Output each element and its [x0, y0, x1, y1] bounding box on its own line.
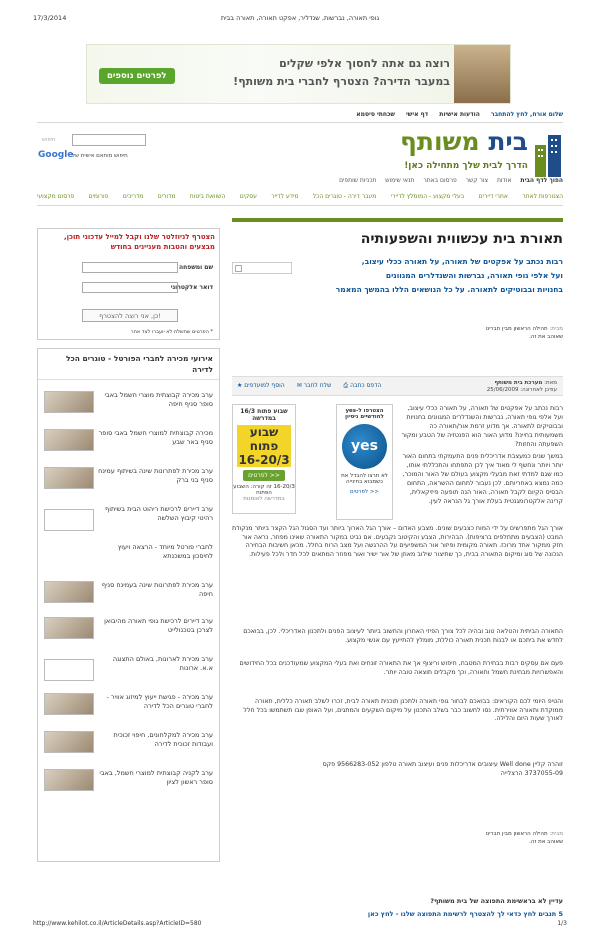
- nav-item[interactable]: השוואת ביטוח: [189, 193, 226, 200]
- print-date: 17/3/2014: [33, 14, 67, 22]
- google-label: חיפוש מותאם אישית של: [72, 153, 128, 159]
- yes-ad[interactable]: הצטרפו ל-yes לחודשיים ניסיון yes לא תרצו להבדל את כשמבוא בחינייה לפרטים >>: [336, 404, 393, 520]
- nav-item[interactable]: עסקים: [239, 193, 257, 200]
- homepage-link[interactable]: הפוך לדף הבית: [520, 177, 563, 184]
- author-block: מבית: תהילה הראשון מבין חברינו שאוהב את זה.: [485, 326, 563, 340]
- nav-item[interactable]: מדורים: [157, 193, 176, 200]
- event-item[interactable]: ערב מכירה קבוצתית מוצרי חשמל באבי סופר סניף חיפה: [104, 391, 213, 408]
- author-block-bottom: מבית: תהילה הראשון מבין חברינו שאוהב את זה.: [485, 831, 563, 845]
- about-link[interactable]: אודות: [496, 177, 512, 184]
- privacy-note: * הפרטים שתשלח לא יועברו לצד אחר: [130, 329, 213, 335]
- email-input[interactable]: [82, 282, 178, 293]
- site-logo[interactable]: [390, 127, 563, 182]
- newsletter-form: [37, 228, 220, 340]
- banner-line2: במעבר הדירה? הצטרף לחברי בית משותף!: [233, 75, 450, 88]
- login-link[interactable]: שלום אורח, לחץ להתחבר: [490, 111, 563, 118]
- nav-item[interactable]: בעלי מקצוע - המומלץ לדיירי: [390, 193, 465, 200]
- event-item[interactable]: ערב לקניה קבוצתית למוצרי חשמל, באבי סופר ראשון לציון: [99, 769, 213, 786]
- partners-link[interactable]: תכניות שותפים: [339, 177, 377, 184]
- divider: [37, 122, 563, 123]
- article-para: התאורה הביתית והטלאה טוב ובהיה לכל צורך הפיזי האחרון והחשוב ביותר לעיצוב הפנים ולתכנון האדריכלי. לכן, בבואכם לחדש את ביתכם או לבנות תכנית תאורה כוללת, מומלץ להתייעץ עם אנשי מקצוע.: [243, 628, 563, 644]
- event-item[interactable]: לחברי פורטל מיוחד - הרצאה ויעוץ לחיסכון במשכנתא: [117, 543, 213, 560]
- newsletter-cta-title: עדיין לא בראשימת התפוצה של בית משותף?: [430, 897, 563, 905]
- print-header: [0, 14, 600, 24]
- join-button[interactable]: כן, אני רוצה להצטרף!: [82, 309, 178, 322]
- article-signature: זוהרה קליין Well done עיצובים אדריכלות פנים ועיצוב תאורה טלפון 9566283-052 פקס 3737055-09 הרצלייה: [322, 761, 563, 777]
- article-lead: רבות נכתב על אפקטים של תאורה, על תאורה ככלי עיצוב, ועל אלפי גופי תאורה, נברשות והשנדלרים המגוונים בחנויות ובבוטיקים לתאורה. אך מדוע זרמת אור/תאורה כה משמעותית בחיינו? מדוע האור הוא הפנטזיה של הטבע ומקור השפעתה והחזות?: [401, 405, 563, 448]
- send-friend-button[interactable]: ✉ שלח לחבר: [296, 382, 332, 389]
- open-week-button[interactable]: לפרטים >>: [243, 470, 285, 481]
- banner-line1: רוצה גם אתה לחסוך אלפי שקלים: [279, 57, 450, 70]
- newsletter-header: הצטרף לניוזלטר שלנו וקבל למייל עדכוני תוכן, מבצעים והטבות מעניינים בחודש: [64, 233, 215, 251]
- article-intro: רבות נכתב על אפקטים של תאורה, על תאורה ככלי עיצוב, ועל אלפי גופי תאורה, נברשות והשנדלרים המגוונים בחנויות ובבוטיקים לתאורה. על כל הנושאים הללו בהמשך המאמר: [335, 257, 563, 294]
- event-thumb: [44, 581, 94, 603]
- name-input[interactable]: [82, 262, 178, 273]
- article-para: במשך שנים כמעצבת אדריכלית פנים התעמקתי בתחום האור יותר ויותר ונחשף לי מאוד איך לכן התפתחו והתכללתי אותו, כמו שגם למדתי זאת מבעלי מקצוע בעולם של האור והמוכר, כמה נמצא באחריותם. לכן נעבור לתחום ההשראה, התחום הבסיס הקיום לקבל תאורה, האור הנה תופעה פיזיקאלית, קרינה אלקטרומגנטית בעלת אורך גל הנראה לעין.: [402, 453, 563, 505]
- print-button[interactable]: ⎙ הדפס כתבה: [343, 382, 382, 389]
- title-bar: [232, 218, 563, 222]
- event-item[interactable]: ערב דיירים לרכישת ריהוט הבית בשיתוף רהיטי קיבוץ השלשה: [105, 505, 213, 522]
- personal-page-link[interactable]: דף אישי: [406, 111, 429, 118]
- name-label: שם ומשפחה: [179, 264, 213, 271]
- broken-image-icon: [44, 509, 94, 531]
- search-input[interactable]: [72, 134, 146, 146]
- add-favorites-button[interactable]: ★ הוסף למועדפים: [237, 382, 285, 389]
- events-panel: [37, 348, 220, 862]
- event-thumb: [44, 769, 94, 791]
- event-thumb: [44, 391, 94, 413]
- open-week-ad[interactable]: 16/3 שבוע פתוח במדרשה שבוע פתוח 16-20/3 לפרטים >> 16-20/3 זה קורה: השבוע הפתוח במדרשה לאומנות: [232, 404, 296, 514]
- google-logo: Google: [38, 150, 74, 160]
- event-item[interactable]: ערב דיירים לרכישת גופי תאורה מהיבואן לצרכן בטכנולייט: [104, 617, 213, 634]
- logo-word: בית משותף: [400, 127, 528, 156]
- article-para: אורך הגל מתפרשים על ידי המוח כצבעים שונים. מצבע האדום – אורך הגל הארוך ביותר ועד הסגול הגל הקצר ביותר מנקודת המבט (הצבעים מתחלפים ברציפות). הבהירות, הצבע והקיטוב נקבעים. אם נביט במקור התאורה שאינו מפוזר, נראה אור חזק ממקור אחד מרוכז. תאורה מקומית ופיזור אור המשפיעים על ההרגשה ועל מצב הרוח בחלל. מכאן חשיבות הבחירה הנכונה של סוג ומיקום התאורה בבית, כך שתיצור שילוב מאוזן של אור ישיר ואור מפוזר המתאים לכל חדר ולכל פעילות.: [232, 525, 563, 558]
- broken-image-icon: [232, 262, 292, 274]
- article-meta: מאת: מערכת בית משותף עודכן לאחרונה: 25/06/2009: [486, 380, 557, 393]
- yes-logo: yes: [342, 424, 387, 469]
- nav-item[interactable]: מידע לדייר: [271, 193, 299, 200]
- event-item[interactable]: ערב מכירת לפתרונות שינה בעמינח סניף חיפה: [101, 581, 213, 598]
- event-thumb: [44, 467, 94, 489]
- event-item[interactable]: ערב מכירה למקלחונים, חיפוי זכוכית ועבודות זכוכית לדירה: [113, 731, 213, 748]
- forgot-password-link[interactable]: שכחתי סיסמא: [356, 111, 395, 118]
- author-name[interactable]: תהילה הראשון מבין חברינו: [485, 326, 548, 332]
- page-url: http://www.kehilot.co.il/ArticleDetails.asp?ArticleID=580: [33, 920, 202, 927]
- banner-photo: [454, 45, 510, 103]
- author-name[interactable]: תהילה הראשון מבין חברינו: [485, 831, 548, 837]
- article-para: והטיפ היומי לכם הקוראים: בבואכם לבחור גופי תאורה ולתכנן תוכנית תאורה לבית, זכרו לשלב תאורה כללית, תאורה ממוקדת ותאורה אווירתית. נסו לחשוב כבר בשלב התכנון על מיקום השקעים והמתגים, ועל האופן שבו תשתמשו בכל חלל לאורך שעות היום והלילה.: [243, 698, 563, 723]
- article-toolbar: [232, 376, 563, 396]
- nav-item[interactable]: מדריכים: [122, 193, 144, 200]
- email-label: דואר אלקטרוני: [170, 284, 213, 291]
- search-button[interactable]: חיפוש: [42, 137, 56, 143]
- events-header: אירועי מכירה לחברי הפורטל - טוגרים הכל לדירה: [38, 349, 219, 380]
- banner-more-button[interactable]: לפרטים נוספים: [99, 68, 175, 84]
- nav-item[interactable]: הצטרפות לאתר: [522, 193, 563, 200]
- contact-link[interactable]: צור קשר: [465, 177, 489, 184]
- broken-image-icon: [44, 659, 94, 681]
- top-banner-ad[interactable]: [86, 44, 511, 104]
- nav-item[interactable]: פרסום מקצועי: [37, 193, 75, 200]
- logo-slogan: הדרך לבית שלך מתחילה כאן!: [404, 161, 528, 171]
- nav-item[interactable]: פורומים: [88, 193, 109, 200]
- newsletter-cta-link[interactable]: 5 תנבים לחץ כדאי לך להצטרף לרשימת התפוצה שלנו - לחץ כאן: [367, 910, 563, 918]
- event-thumb: [44, 693, 94, 715]
- event-thumb: [44, 731, 94, 753]
- article-para: פעם אם עסקים רבות בבחירת המטבח, חיפוש וריצוף אך את התאורה זונחים ואת בעלי המקצוע שמעודכנים בכל החידושים והאפשרויות מבחינת חשמל ותאורה, וכך מקבלים תוצאה טובה יותר.: [239, 660, 563, 676]
- yes-link[interactable]: לפרטים >>: [349, 489, 380, 495]
- messages-link[interactable]: הודעות אישיות: [439, 111, 480, 118]
- nav-item[interactable]: מעבר דירה - טוגרים הכל: [312, 193, 377, 200]
- event-item[interactable]: ערב מכירת לארונות, באולם התצוגה א.א. ארונות: [112, 655, 213, 672]
- advertise-link[interactable]: פרסום באתר: [423, 177, 457, 184]
- nav-item[interactable]: אתרי דיירים: [478, 193, 508, 200]
- event-item[interactable]: ערב מכירת לפתרונות שינה בשיתוף עמינח סניף בני ברק: [98, 467, 213, 484]
- top-links: [347, 111, 563, 118]
- quick-nav: [332, 177, 563, 184]
- print-title: גופי תאורה, נברשות, שנדליר, אפקט תאורה, תאורה בבית: [220, 14, 380, 22]
- main-nav: [37, 193, 563, 200]
- event-thumb: [44, 617, 94, 639]
- building-icon: [533, 131, 563, 177]
- event-thumb: [44, 429, 94, 451]
- event-item[interactable]: מכירה קבוצתית למוצרי חשמל באבי סופר סניף באר שבע: [98, 429, 213, 446]
- page-number: 1/3: [557, 920, 567, 927]
- divider: [37, 205, 563, 206]
- article-title: תאורת בית עכשווית והשפעותיה: [360, 231, 563, 247]
- terms-link[interactable]: תנאי שימוש: [385, 177, 415, 184]
- event-item[interactable]: ערב מכירה - פגישת ייעוץ למיזוג אוויר - לחברי טוגרים הכל לדירה: [106, 693, 213, 710]
